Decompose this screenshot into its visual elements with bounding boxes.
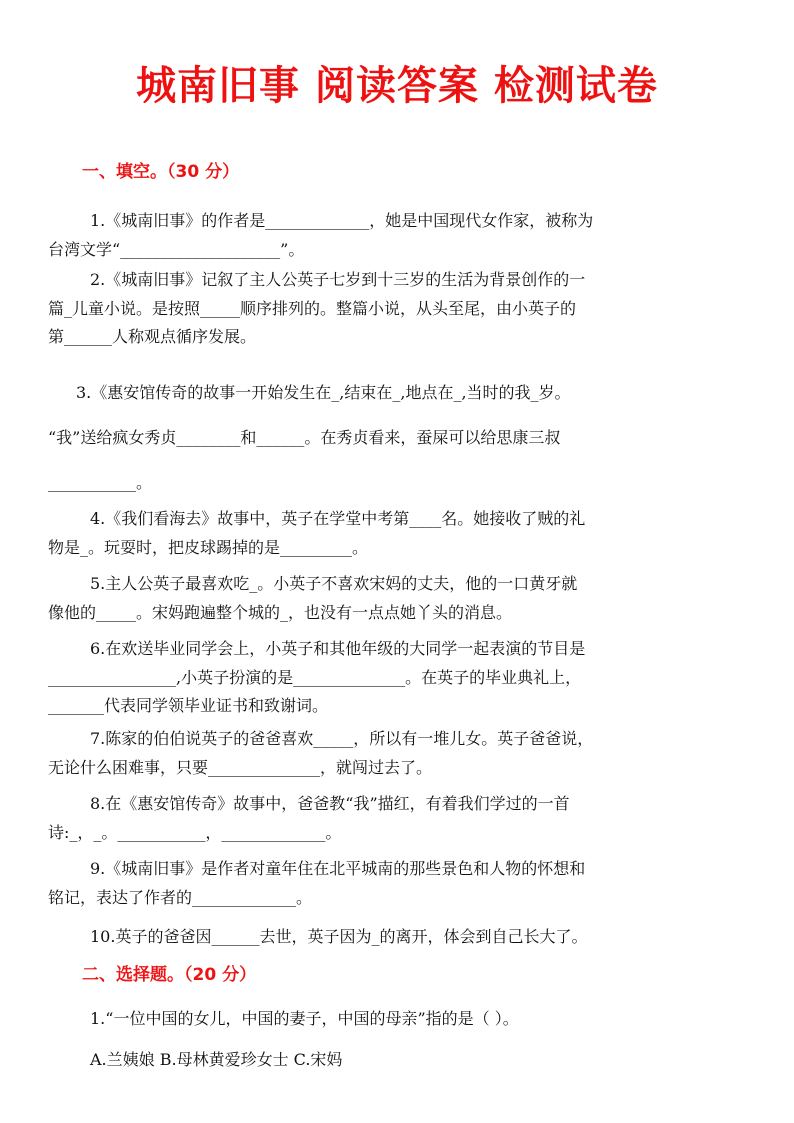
question-7 <box>48 725 748 782</box>
question-2 <box>48 266 748 352</box>
question-line: 诗:_，_。___________，_____________。 <box>48 822 342 842</box>
question-6 <box>48 635 748 721</box>
question-line: 台湾文学“____________________”。 <box>48 239 305 259</box>
question-9 <box>48 855 748 912</box>
question-line: 2.《城南旧事》记叙了主人公英子七岁到十三岁的生活为背景创作的一 <box>90 270 586 289</box>
question-10 <box>48 923 748 952</box>
page-title: 城南旧事 阅读答案 检测试卷 <box>136 63 658 109</box>
question-line: 7.陈家的伯伯说英子的爸爸喜欢_____，所以有一堆儿女。英子爸爸说， <box>90 729 594 748</box>
question-line: 10.英子的爸爸因______去世，英子因为_的离开，体会到自己长大了。 <box>90 927 588 946</box>
question-line: 3.《惠安馆传奇的故事一开始发生在_,结束在_,地点在_,当时的我_岁。 <box>76 383 571 402</box>
question-line: 无论什么困难事，只要______________，就闯过去了。 <box>48 757 433 777</box>
question-line: “我”送给疯女秀贞________和______。在秀贞看来，蚕屎可以给思康三叔 <box>48 428 561 447</box>
question-line: 1.“一位中国的女儿，中国的妻子，中国的母亲”指的是（ ）。 <box>90 1009 519 1028</box>
question-line: 1.《城南旧事》的作者是_____________，她是中国现代女作家，被称为 <box>90 211 594 230</box>
question-line: 5.主人公英子最喜欢吃_。小英子不喜欢宋妈的丈夫，他的一口黄牙就 <box>90 574 578 593</box>
answer-options: A.兰姨娘 B.母林黄爱珍女士 C.宋妈 <box>90 1050 343 1069</box>
question-line: 4.《我们看海去》故事中，英子在学堂中考第____名。她接收了贼的礼 <box>90 509 586 528</box>
question-line: 第______人称观点循序发展。 <box>48 327 257 346</box>
question-line: 8.在《惠安馆传奇》故事中，爸爸教“我”描红，有着我们学过的一首 <box>90 794 570 813</box>
question-line: ___________。 <box>48 473 153 492</box>
question-line: 篇_儿童小说。是按照_____顺序排列的。整篇小说，从头至尾，由小英子的 <box>48 298 577 318</box>
question-line: 物是_。玩耍时，把皮球踢掉的是_________。 <box>48 537 369 557</box>
question-line: _______代表同学领毕业证书和致谢词。 <box>48 696 329 715</box>
question-line: 像他的_____。宋妈跑遍整个城的_，也没有一点点她丫头的消息。 <box>48 602 513 622</box>
question-8 <box>48 790 748 847</box>
question-line: 铭记，表达了作者的_____________。 <box>48 887 313 907</box>
question-3 <box>48 370 748 505</box>
question-line: ________________,小英子扮演的是______________。在英子的毕业典礼上， <box>48 667 582 687</box>
choice-question-1 <box>48 1005 748 1034</box>
question-line: 9.《城南旧事》是作者对童年住在北平城南的那些景色和人物的怀想和 <box>90 859 586 878</box>
section-heading-multiple-choice: 二、选择题。（20 分） <box>82 965 257 985</box>
section-heading-fill-in: 一、填空。（30 分） <box>82 162 240 182</box>
choice-question-1-options <box>48 1046 748 1075</box>
question-1 <box>48 207 748 264</box>
question-5 <box>48 570 748 627</box>
question-4 <box>48 505 748 562</box>
question-line: 6.在欢送毕业同学会上，小英子和其他年级的大同学一起表演的节目是 <box>90 639 586 658</box>
